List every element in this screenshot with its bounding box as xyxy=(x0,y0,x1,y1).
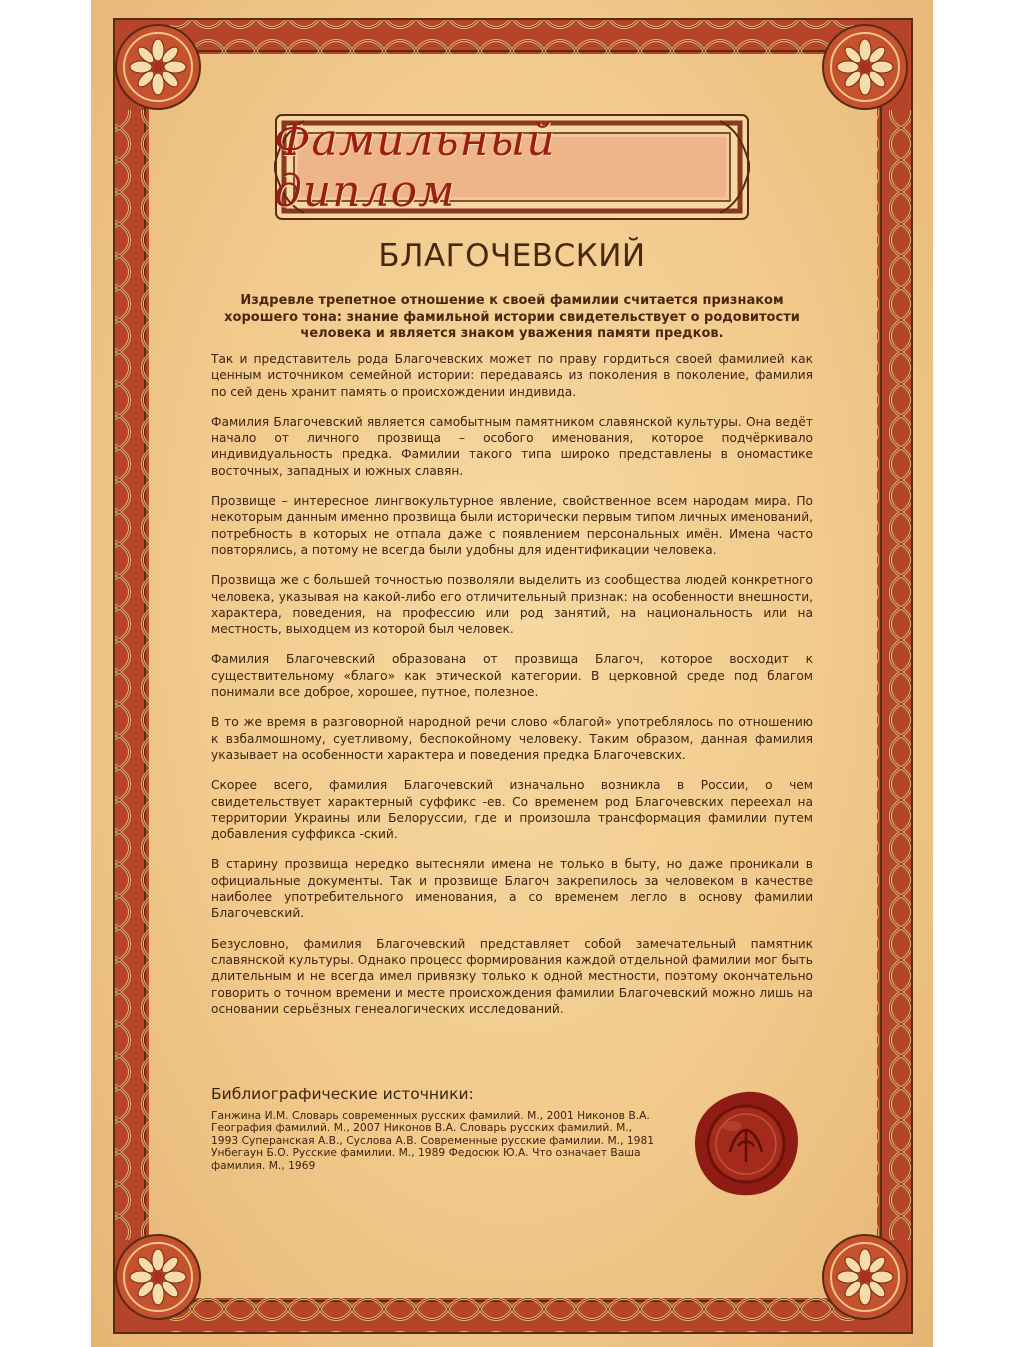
right-knot-band xyxy=(877,110,911,1240)
rosette-ornament-icon xyxy=(113,22,203,112)
body-text xyxy=(211,351,813,1031)
lead-paragraph: Издревле трепетное отношение к своей фамилии считается признаком хорошего тона: знание фамильной истории свидетельствует о родовитости человека и является знаком уважения памяти предков. xyxy=(224,293,800,341)
rosette-ornament-icon xyxy=(820,22,910,112)
paragraph: Прозвища же с большей точностью позволяли выделить из сообщества людей конкретного человека, указывая на какой-либо его отличительный признак: на особенности внешности, характера, поведения, на профессию или род занятий, на национальность или на местность, выходцем из которой был человек. xyxy=(211,573,813,637)
bottom-knot-band xyxy=(170,1298,854,1332)
paragraph: В то же время в разговорной народной речи слово «благой» употреблялось по отношению к взбалмошному, суетливому, беспокойному человеку. Таким образом, данная фамилия указывает на особенности характера и поведения предка Благочевских. xyxy=(211,715,813,762)
paragraph: Фамилия Благочевский является самобытным памятником славянской культуры. Она ведёт начало от личного прозвища – особого именования, которое подчёркивало индивидуальность предка. Фамилии такого типа широко представлены в ономастике восточных, западных и южных славян. xyxy=(211,414,813,478)
wax-seal-icon xyxy=(690,1088,802,1200)
paragraph: Безусловно, фамилия Благочевский представляет собой замечательный памятник славянской культуры. Однако процесс формирования каждой отдельной фамилии мог быть длительным и не всегда имел привязку только к одной местности, поэтому окончательно говорить о точном времени и месте происхождения фамилии Благочевский можно лишь на основании серьёзных генеалогических исследований. xyxy=(211,936,813,1016)
paragraph: Скорее всего, фамилия Благочевский изначально возникла в России, о чем свидетельствует характерный суффикс -ев. Со временем род Благочевских переехал на территории Украины или Белоруссии, где и произошла трансформация фамилии путем добавления суффикса -ский. xyxy=(211,778,813,842)
paragraph: Фамилия Благочевский образована от прозвища Благоч, которое восходит к существительному «благо» как этической категории. В церковной среде под благом понимали все доброе, хорошее, путное, полезное. xyxy=(211,652,813,700)
left-knot-band xyxy=(115,110,149,1240)
rosette-ornament-icon xyxy=(820,1232,910,1322)
bibliography-title: Библиографические источники: xyxy=(211,1085,474,1103)
paragraph: В старину прозвища нередко вытесняли имена не только в быту, но даже проникали в официальные документы. Так и прозвище Благоч закрепилось за человеком в качестве наиболее употребительного именования, а со временем легло в основу фамилии Благочевский. xyxy=(211,857,813,921)
banner-title: Фамильный диплом xyxy=(274,115,556,217)
bibliography-text: Ганжина И.М. Словарь современных русских фамилий. М., 2001 Никонов В.А. География фамилий. М., 2007 Никонов В.А. Словарь русских фамилий. М., 1993 Суперанская А.В., Суслова А.В. Современные русские фамилии. М., 1981 Унбегаун Б.О. Русские фамилии. М., 1989 Федосюк Ю.А. Что означает Ваша фамилия. М., 1969 xyxy=(211,1109,655,1172)
top-knot-band xyxy=(170,20,854,54)
paragraph: Так и представитель рода Благочевских может по праву гордиться своей фамилией как ценным источником семейной истории: передаваясь из поколения в поколение, фамилия по сей день хранит память о происхождении индивида. xyxy=(211,352,813,399)
rosette-ornament-icon xyxy=(113,1232,203,1322)
surname-heading: БЛАГОЧЕВСКИЙ xyxy=(378,238,646,274)
paragraph: Прозвище – интересное лингвокультурное явление, свойственное всем народам мира. По некоторым данным именно прозвища были исторически первым типом личных именований, потребность в которых не отпала даже с появлением персональных имён. Имена часто повторялись, а потому не всегда были удобны для идентификации человека. xyxy=(211,494,813,557)
